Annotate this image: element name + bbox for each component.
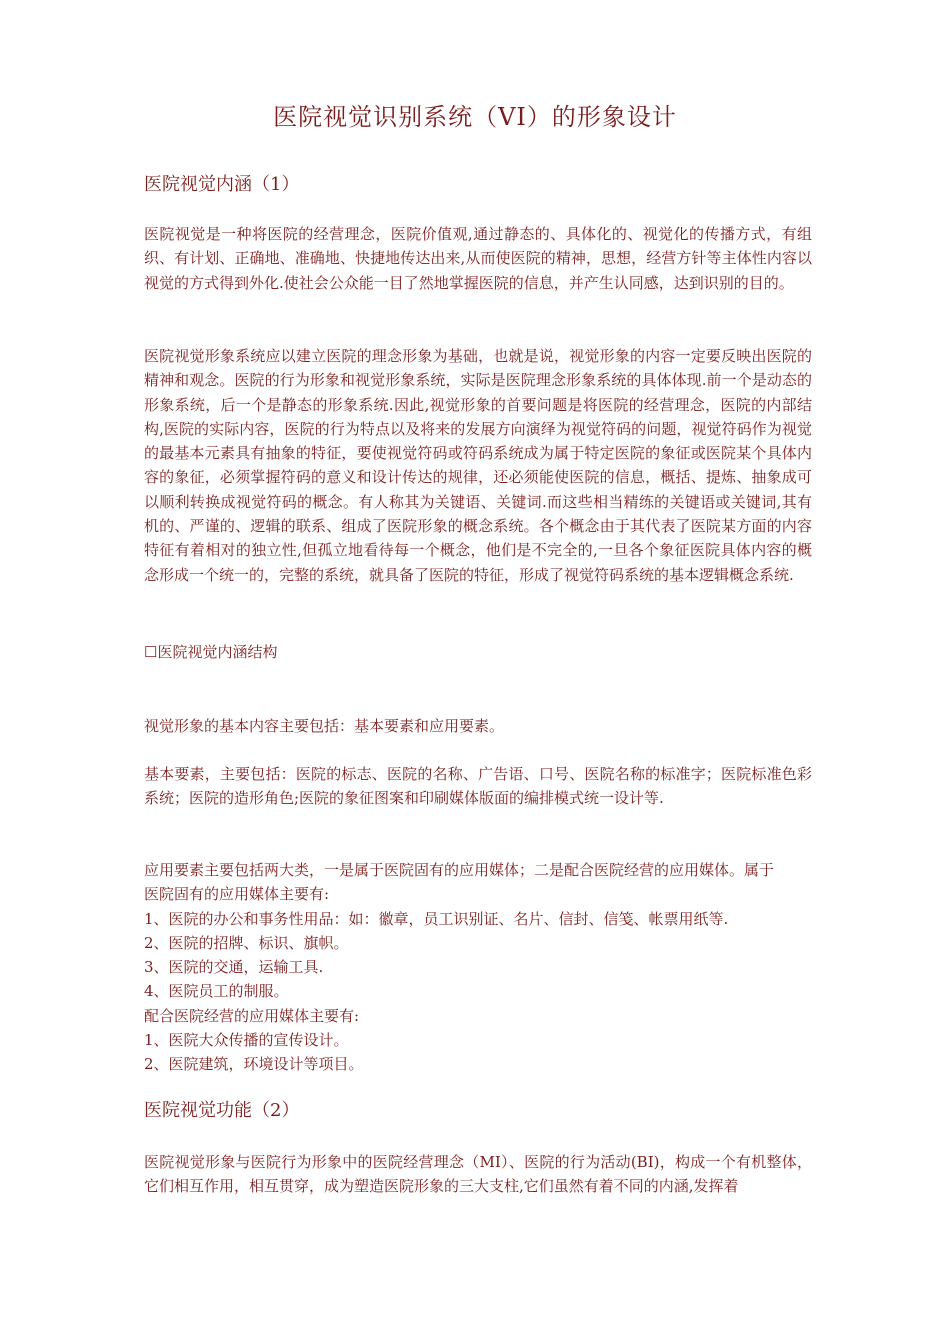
list-item: 4、医院员工的制服。 — [144, 982, 289, 1001]
section1-paragraph-2: 医院视觉形象系统应以建立医院的理念形象为基础，也就是说，视觉形象的内容一定要反映出医院的精神和观念。医院的行为形象和视觉形象系统，实际是医院理念形象系统的具体体现.前一个是动态的形象系统，后一个是静态的形象系统.因此,视觉形象的首要问题是将医院的经营理念，医院的内部结构,医院的实际内容，医院的行为特点以及将来的发展方向演绎为视觉符码的问题，视觉符码作为视觉的最基本元素具有抽象的特征，要使视觉符码或符码系统成为属于特定医院的象征或医院某个具体内容的象征，必须掌握符码的意义和设计传达的规律，还必须能使医院的信息，概括、提炼、抽象成可以顺利转换成视觉符码的概念。有人称其为关键语、关键词.而这些相当精练的关键语或关键词,其有机的、严谨的、逻辑的联系、组成了医院形象的概念系统。各个概念由于其代表了医院某方面的内容特征有着相对的独立性,但孤立地看待每一个概念，他们是不完全的,一旦各个象征医院具体内容的概念形成一个统一的，完整的系统，就具备了医院的特征，形成了视觉符码系统的基本逻辑概念系统. — [144, 347, 812, 584]
section2-heading: 医院视觉功能（2） — [144, 1100, 300, 1121]
section1-paragraph-1: 医院视觉是一种将医院的经营理念，医院价值观,通过静态的、具体化的、视觉化的传播方式，有组织、有计划、正确地、准确地、快捷地传达出来,从而使医院的精神，思想，经营方针等主体性内容以视觉的方式得到外化.使社会公众能一目了然地掌握医院的信息，并产生认同感，达到识别的目的。 — [144, 225, 812, 292]
section1-heading: 医院视觉内涵（1） — [144, 174, 300, 195]
document-title: 医院视觉识别系统（VI）的形象设计 — [273, 103, 677, 131]
list-item: 1、医院的办公和事务性用品：如：徽章，员工识别证、名片、信封、信笺、帐票用纸等. — [144, 909, 729, 928]
paragraph-line: 配合医院经营的应用媒体主要有: — [144, 1006, 360, 1025]
structure-label: ☐医院视觉内涵结构 — [144, 643, 278, 661]
section1-paragraph-5 — [144, 858, 812, 1077]
list-item: 2、医院的招牌、标识、旗帜。 — [144, 933, 349, 952]
section1-paragraph-4: 基本要素，主要包括：医院的标志、医院的名称、广告语、口号、医院名称的标准字；医院标准色彩系统；医院的造形角色;医院的象征图案和印刷媒体版面的编排模式统一设计等. — [144, 765, 812, 808]
list-item: 1、医院大众传播的宣传设计。 — [144, 1031, 349, 1050]
list-item: 3、医院的交通，运输工具. — [144, 958, 324, 977]
section1-paragraph-3: 视觉形象的基本内容主要包括：基本要素和应用要素。 — [144, 717, 505, 735]
paragraph-line: 应用要素主要包括两大类，一是属于医院固有的应用媒体；二是配合医院经营的应用媒体。属于 — [144, 861, 775, 879]
list-item: 2、医院建筑，环境设计等项目。 — [144, 1055, 364, 1074]
paragraph-line: 医院固有的应用媒体主要有: — [144, 885, 330, 904]
section2-paragraph-1: 医院视觉形象与医院行为形象中的医院经营理念（MI）、医院的行为活动(BI)，构成一个有机整体，它们相互作用，相互贯穿，成为塑造医院形象的三大支柱,它们虽然有着不同的内涵,发挥着 — [144, 1153, 812, 1196]
